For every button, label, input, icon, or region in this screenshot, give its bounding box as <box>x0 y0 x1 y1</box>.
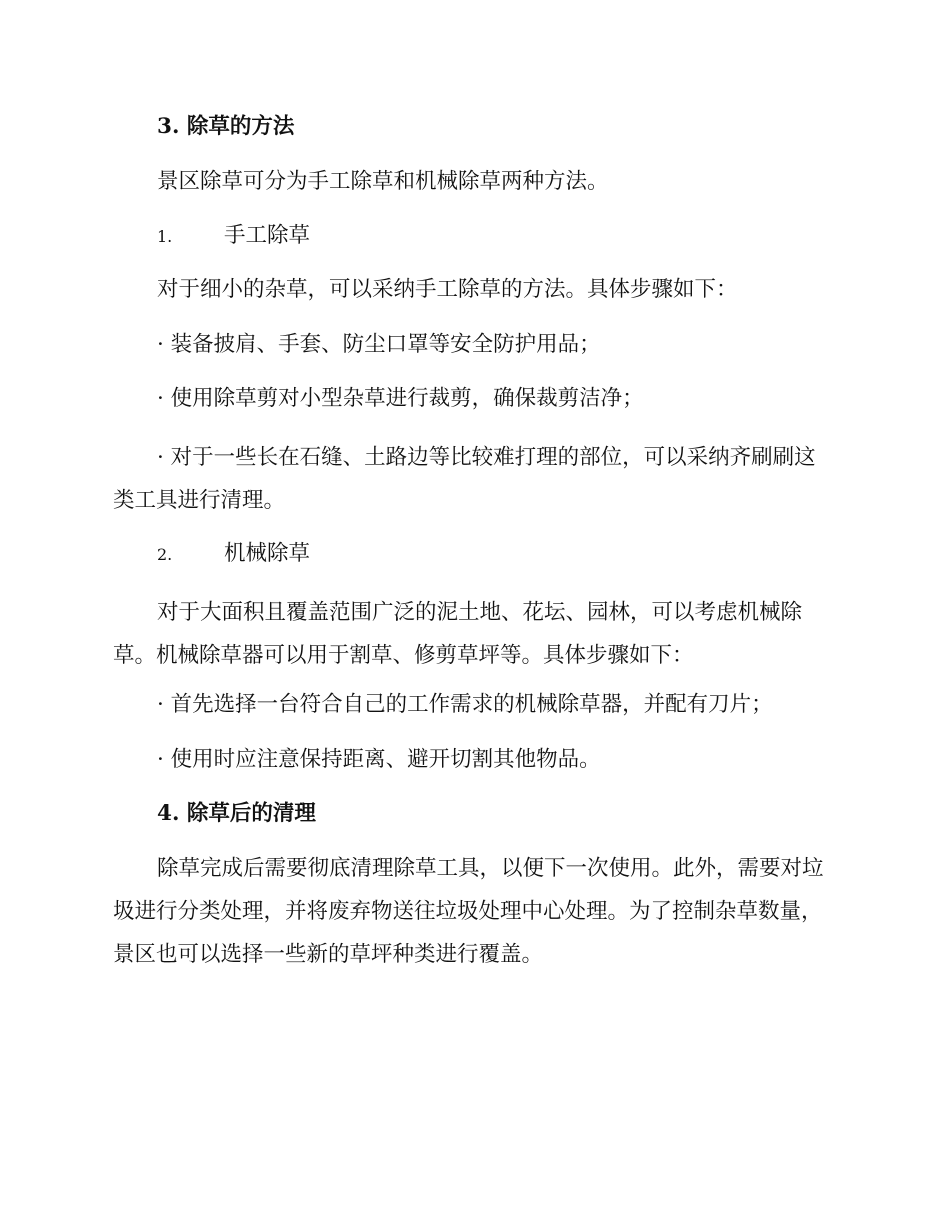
list-title: 手工除草 <box>224 223 311 248</box>
cleanup-paragraph: 除草完成后需要彻底清理除草工具，以便下一次使用。此外，需要对垃圾进行分类处理，并将废弃物送往垃圾处理中心处理。为了控制杂草数量，景区也可以选择一些新的草坪种类进行覆盖。 <box>113 856 824 967</box>
mechanical-step-2: · 使用时应注意保持距离、避开切割其他物品。 <box>157 747 601 772</box>
manual-step-2: · 使用除草剪对小型杂草进行裁剪，确保裁剪洁净； <box>157 386 644 411</box>
mechanical-description: 对于大面积且覆盖范围广泛的泥土地、花坛、园林，可以考虑机械除草。机械除草器可以用于割草、修剪草坪等。具体步骤如下： <box>113 600 803 668</box>
mechanical-step-1: · 首先选择一台符合自己的工作需求的机械除草器，并配有刀片； <box>157 692 773 717</box>
list-number: 1. <box>157 227 173 246</box>
list-item-manual <box>157 221 310 252</box>
list-title: 机械除草 <box>224 541 311 566</box>
manual-step-3: · 对于一些长在石缝、土路边等比较难打理的部位，可以采纳齐刷刷这类工具进行清理。 <box>113 445 816 513</box>
list-item-mechanical <box>157 539 310 570</box>
section-3-heading: 3. 除草的方法 <box>157 114 295 139</box>
list-number: 2. <box>157 545 173 564</box>
section-4-heading: 4. 除草后的清理 <box>157 801 316 826</box>
intro-paragraph: 景区除草可分为手工除草和机械除草两种方法。 <box>157 169 609 194</box>
manual-step-1: · 装备披肩、手套、防尘口罩等安全防护用品； <box>157 332 601 357</box>
manual-description: 对于细小的杂草，可以采纳手工除草的方法。具体步骤如下： <box>157 277 738 302</box>
